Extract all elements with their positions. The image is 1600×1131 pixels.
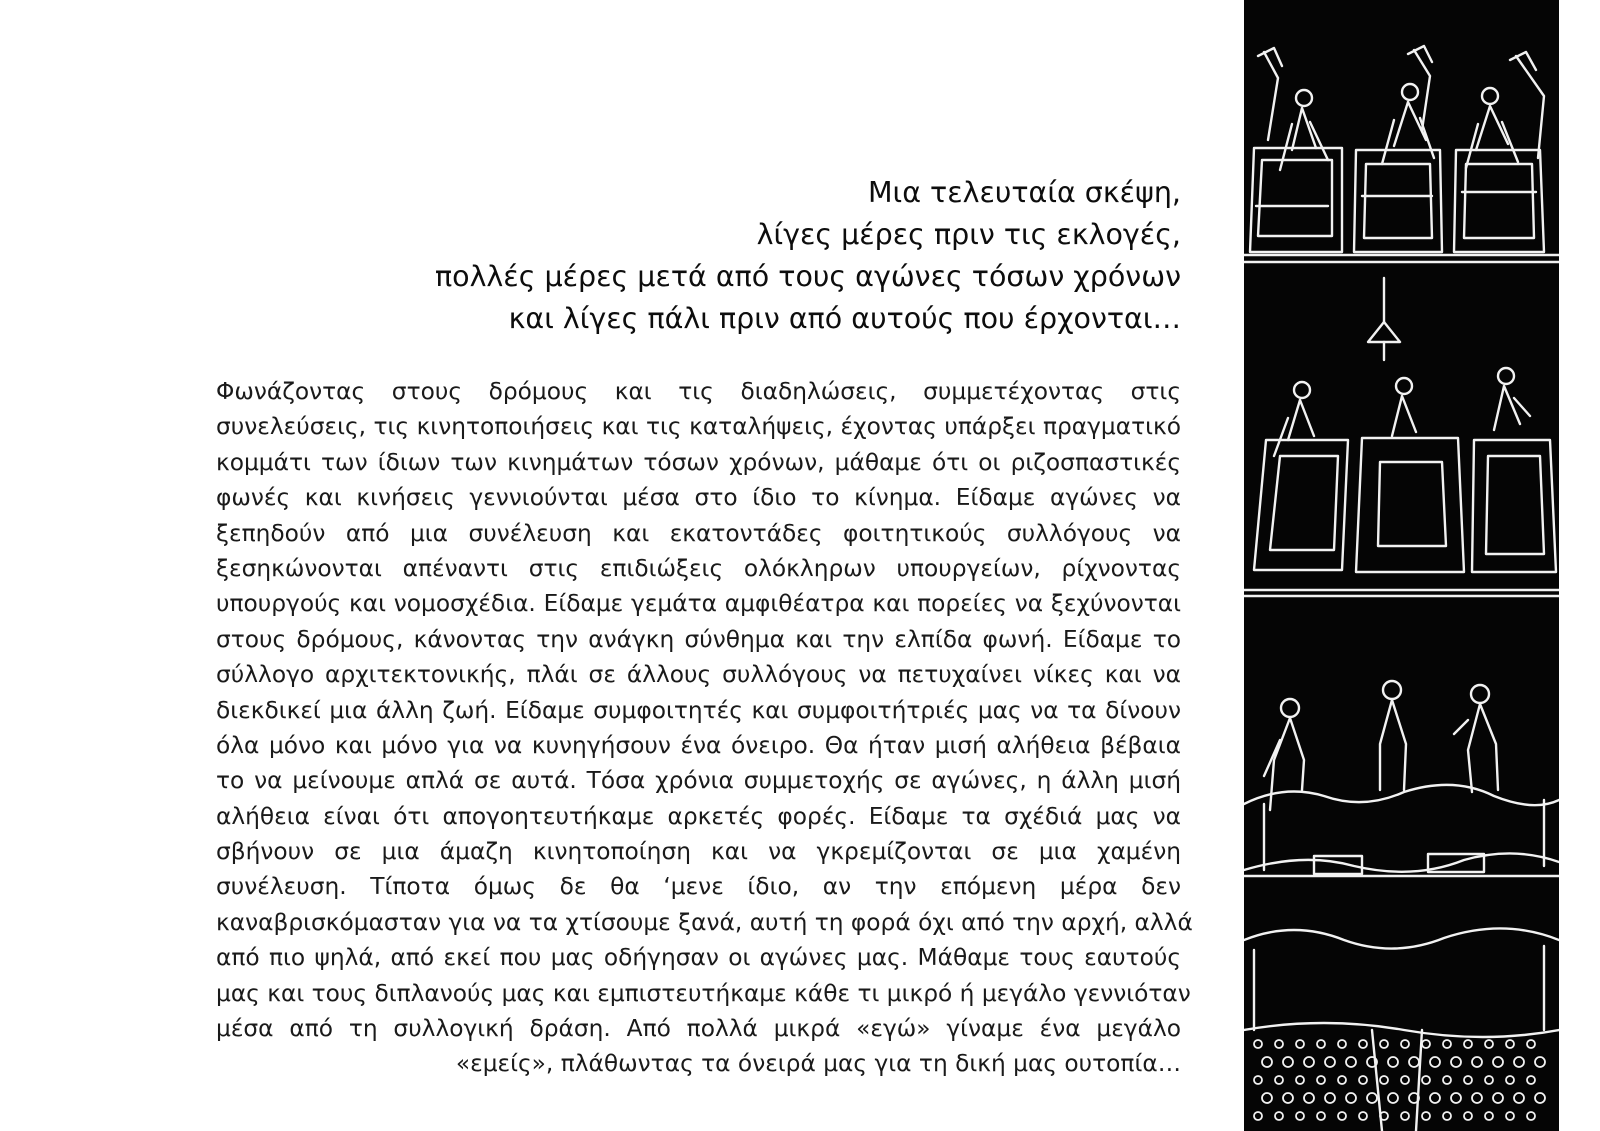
illustration-drawing — [1244, 0, 1559, 1131]
body-line: φωνές και κινήσεις γεννιούνται μέσα στο ίδιο το κίνημα. Είδαμε αγώνες να — [216, 484, 1181, 512]
body-line: μέσα από τη συλλογική δράση. Από πολλά μικρά «εγώ» γίναμε ένα μεγάλο — [216, 1015, 1181, 1043]
body-line: ξεπηδούν από μια συνέλευση και εκατοντάδες φοιτητικούς συλλόγους να — [216, 519, 1181, 547]
body-line: σύλλογο αρχιτεκτονικής, πλάι σε άλλους συλλόγους να πετυχαίνει νίκες και να — [216, 661, 1181, 689]
body-line: στους δρόμους, κάνοντας την ανάγκη σύνθημα και την ελπίδα φωνή. Είδαμε το — [216, 625, 1181, 653]
body-line: κομμάτι των ίδιων των κινημάτων τόσων χρόνων, μάθαμε ότι οι ριζοσπαστικές — [216, 448, 1181, 476]
heading — [300, 172, 1181, 340]
body-line: συνέλευση. Τίποτα όμως δε θα ‘μενε ίδιο, αν την επόμενη μέρα δεν — [216, 873, 1181, 901]
sidebar-illustration — [1244, 0, 1559, 1131]
heading-line: πολλές μέρες μετά από τους αγώνες τόσων χρόνων — [434, 260, 1181, 293]
body-line: υπουργούς και νομοσχέδια. Είδαμε γεμάτα αμφιθέατρα και πορείες να ξεχύνονται — [216, 590, 1181, 618]
body-line: όλα μόνο και μόνο για να κυνηγήσουν ένα όνειρο. Θα ήταν μισή αλήθεια βέβαια — [216, 731, 1181, 759]
body-line: αλήθεια είναι ότι απογοητευτήκαμε αρκετές φορές. Είδαμε τα σχέδιά μας να — [216, 802, 1181, 830]
body-line: Φωνάζοντας στους δρόμους και τις διαδηλώσεις, συμμετέχοντας στις — [216, 378, 1181, 405]
body-line: καναβρισκόμασταν για να τα χτίσουμε ξανά, αυτή τη φορά όχι από την αρχή, αλλά — [216, 908, 1193, 936]
body-line: συνελεύσεις, τις κινητοποιήσεις και τις καταλήψεις, έχοντας υπάρξει πραγματικό — [216, 413, 1181, 441]
body-line: το να μείνουμε απλά σε αυτά. Τόσα χρόνια συμμετοχής σε αγώνες, η άλλη μισή — [216, 767, 1181, 795]
body-line: ξεσηκώνονται απέναντι στις επιδιώξεις ολόκληρων υπουργείων, ρίχνοντας — [216, 554, 1181, 582]
heading-line: λίγες μέρες πριν τις εκλογές, — [756, 218, 1181, 251]
heading-line: Μια τελευταία σκέψη, — [867, 176, 1181, 209]
body-line: μας και τους διπλανούς μας και εμπιστευτήκαμε κάθε τι μικρό ή μεγάλο γεννιόταν — [216, 979, 1191, 1007]
body-line: «εμείς», πλάθωντας τα όνειρά μας για τη δική μας ουτοπία… — [455, 1050, 1181, 1078]
body-line: σβήνουν σε μια άμαζη κινητοποίηση και να γκρεμίζονται σε μια χαμένη — [216, 838, 1181, 866]
body-paragraph — [216, 374, 1193, 1082]
body-line: διεκδικεί μια άλλη ζωή. Είδαμε συμφοιτητές και συμφοιτήτριές μας να τα δίνουν — [216, 696, 1181, 724]
heading-line: και λίγες πάλι πριν από αυτούς που έρχονται… — [508, 302, 1181, 335]
body-line: από πιο ψηλά, από εκεί που μας οδήγησαν οι αγώνες μας. Μάθαμε τους εαυτούς — [216, 944, 1181, 972]
